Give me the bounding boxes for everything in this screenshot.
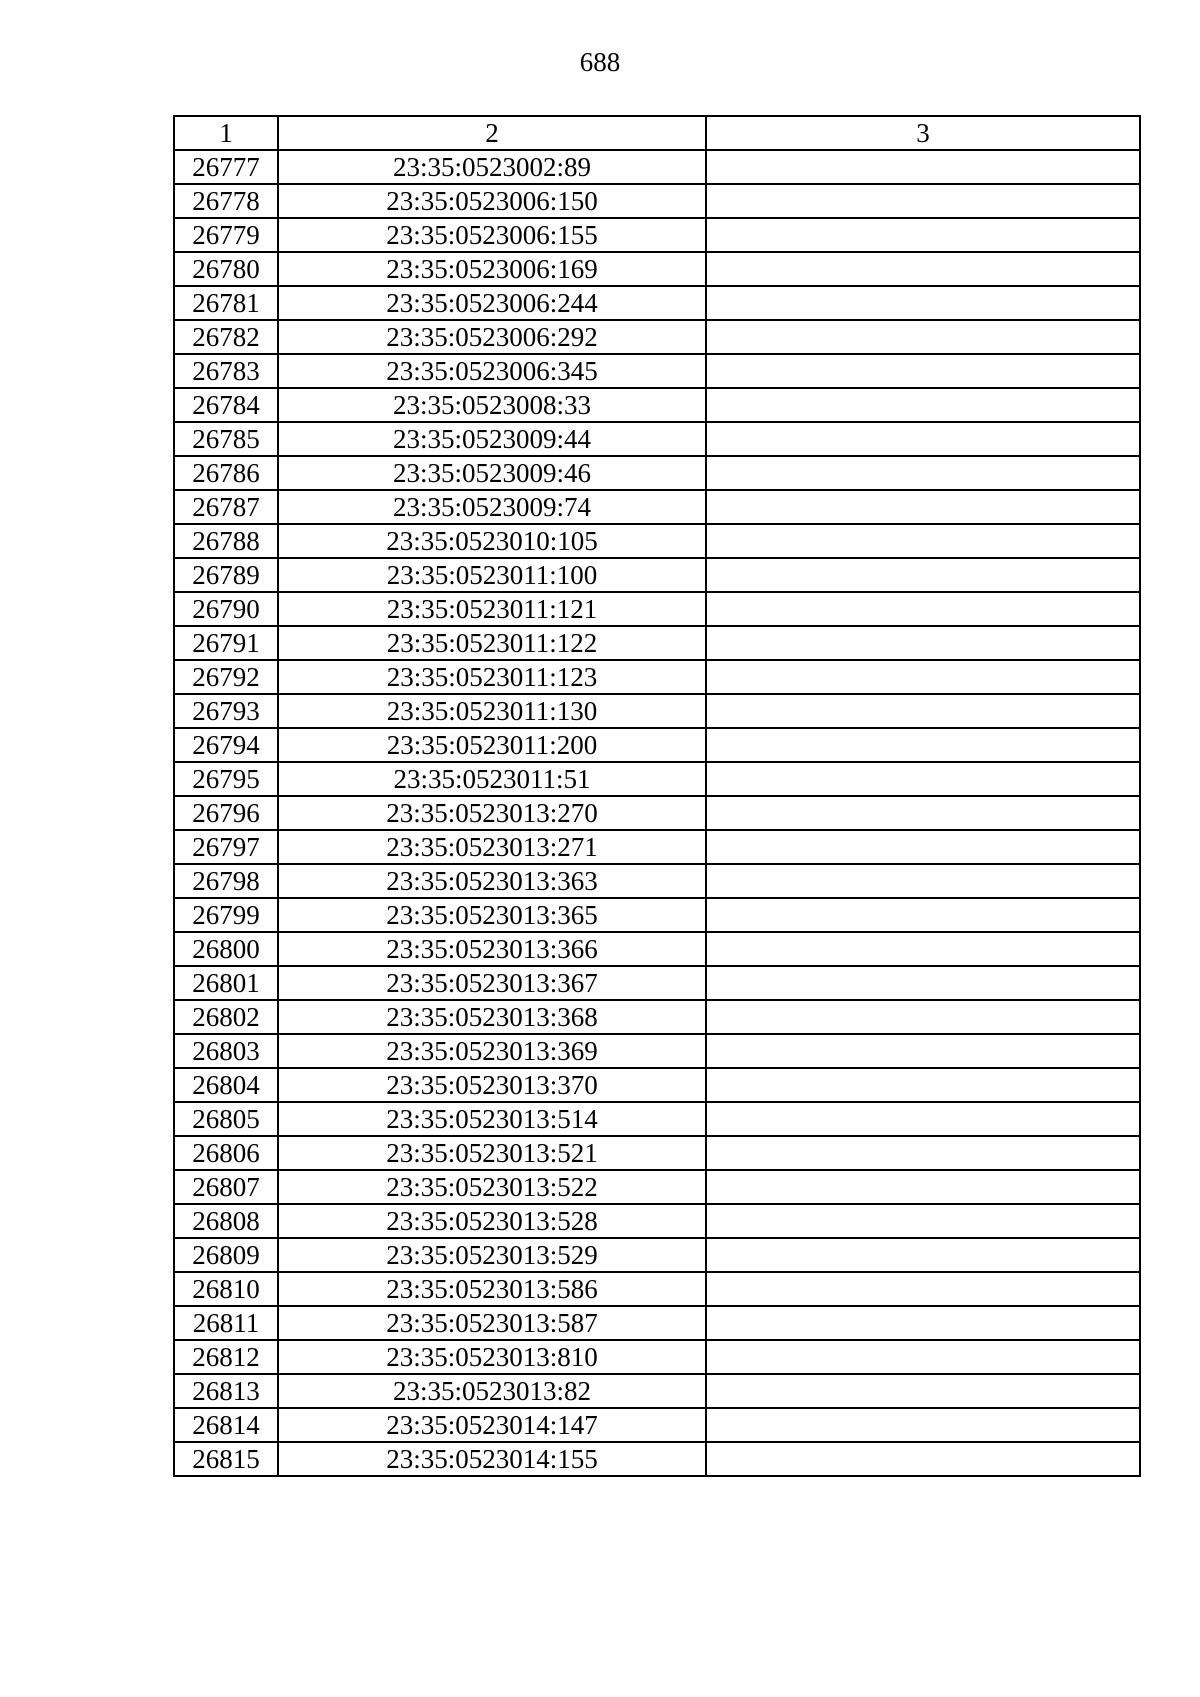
cadastral-number-cell: 23:35:0523013:271 — [278, 830, 706, 864]
table-row — [174, 252, 1140, 286]
table-row — [174, 898, 1140, 932]
cadastral-table — [173, 115, 1141, 1477]
cadastral-number-cell: 23:35:0523013:365 — [278, 898, 706, 932]
column-header-3: 3 — [706, 116, 1140, 150]
cadastral-number-cell: 23:35:0523013:529 — [278, 1238, 706, 1272]
row-number-cell: 26783 — [174, 354, 278, 388]
row-number-cell: 26808 — [174, 1204, 278, 1238]
cadastral-number-cell: 23:35:0523013:270 — [278, 796, 706, 830]
table-row — [174, 1272, 1140, 1306]
table-row — [174, 1170, 1140, 1204]
note-cell — [706, 1068, 1140, 1102]
row-number-cell: 26807 — [174, 1170, 278, 1204]
note-cell — [706, 898, 1140, 932]
table-row — [174, 1068, 1140, 1102]
note-cell — [706, 932, 1140, 966]
cadastral-number-cell: 23:35:0523013:522 — [278, 1170, 706, 1204]
table-row — [174, 558, 1140, 592]
cadastral-number-cell: 23:35:0523006:244 — [278, 286, 706, 320]
row-number-cell: 26787 — [174, 490, 278, 524]
row-number-cell: 26805 — [174, 1102, 278, 1136]
table-row — [174, 1442, 1140, 1476]
note-cell — [706, 864, 1140, 898]
note-cell — [706, 1170, 1140, 1204]
row-number-cell: 26798 — [174, 864, 278, 898]
table-row — [174, 286, 1140, 320]
row-number-cell: 26778 — [174, 184, 278, 218]
note-cell — [706, 1136, 1140, 1170]
note-cell — [706, 660, 1140, 694]
row-number-cell: 26779 — [174, 218, 278, 252]
table-row — [174, 694, 1140, 728]
row-number-cell: 26789 — [174, 558, 278, 592]
table-row — [174, 728, 1140, 762]
table-row — [174, 150, 1140, 184]
cadastral-number-cell: 23:35:0523011:51 — [278, 762, 706, 796]
table-header — [174, 116, 1140, 150]
cadastral-number-cell: 23:35:0523008:33 — [278, 388, 706, 422]
note-cell — [706, 966, 1140, 1000]
row-number-cell: 26788 — [174, 524, 278, 558]
table-body — [174, 150, 1140, 1476]
cadastral-number-cell: 23:35:0523013:370 — [278, 1068, 706, 1102]
row-number-cell: 26784 — [174, 388, 278, 422]
table-row — [174, 830, 1140, 864]
table-row — [174, 762, 1140, 796]
row-number-cell: 26801 — [174, 966, 278, 1000]
cadastral-number-cell: 23:35:0523002:89 — [278, 150, 706, 184]
cadastral-number-cell: 23:35:0523014:155 — [278, 1442, 706, 1476]
note-cell — [706, 1442, 1140, 1476]
table-row — [174, 1034, 1140, 1068]
note-cell — [706, 626, 1140, 660]
table-row — [174, 456, 1140, 490]
row-number-cell: 26806 — [174, 1136, 278, 1170]
table-row — [174, 490, 1140, 524]
row-number-cell: 26814 — [174, 1408, 278, 1442]
cadastral-number-cell: 23:35:0523010:105 — [278, 524, 706, 558]
table-row — [174, 218, 1140, 252]
cadastral-number-cell: 23:35:0523009:74 — [278, 490, 706, 524]
cadastral-number-cell: 23:35:0523013:587 — [278, 1306, 706, 1340]
row-number-cell: 26799 — [174, 898, 278, 932]
note-cell — [706, 1340, 1140, 1374]
cadastral-number-cell: 23:35:0523013:82 — [278, 1374, 706, 1408]
note-cell — [706, 1102, 1140, 1136]
note-cell — [706, 1034, 1140, 1068]
note-cell — [706, 388, 1140, 422]
row-number-cell: 26777 — [174, 150, 278, 184]
table-row — [174, 592, 1140, 626]
note-cell — [706, 184, 1140, 218]
note-cell — [706, 694, 1140, 728]
row-number-cell: 26803 — [174, 1034, 278, 1068]
cadastral-number-cell: 23:35:0523013:586 — [278, 1272, 706, 1306]
table-row — [174, 626, 1140, 660]
cadastral-number-cell: 23:35:0523006:150 — [278, 184, 706, 218]
column-header-2: 2 — [278, 116, 706, 150]
row-number-cell: 26792 — [174, 660, 278, 694]
table-row — [174, 1374, 1140, 1408]
row-number-cell: 26780 — [174, 252, 278, 286]
row-number-cell: 26797 — [174, 830, 278, 864]
cadastral-number-cell: 23:35:0523006:345 — [278, 354, 706, 388]
note-cell — [706, 1000, 1140, 1034]
row-number-cell: 26781 — [174, 286, 278, 320]
note-cell — [706, 1408, 1140, 1442]
cadastral-number-cell: 23:35:0523009:44 — [278, 422, 706, 456]
table-row — [174, 320, 1140, 354]
cadastral-number-cell: 23:35:0523013:367 — [278, 966, 706, 1000]
note-cell — [706, 320, 1140, 354]
cadastral-number-cell: 23:35:0523014:147 — [278, 1408, 706, 1442]
row-number-cell: 26786 — [174, 456, 278, 490]
cadastral-number-cell: 23:35:0523011:200 — [278, 728, 706, 762]
note-cell — [706, 490, 1140, 524]
cadastral-number-cell: 23:35:0523013:368 — [278, 1000, 706, 1034]
row-number-cell: 26809 — [174, 1238, 278, 1272]
cadastral-number-cell: 23:35:0523006:292 — [278, 320, 706, 354]
note-cell — [706, 524, 1140, 558]
table-row — [174, 1408, 1140, 1442]
table-row — [174, 524, 1140, 558]
note-cell — [706, 592, 1140, 626]
row-number-cell: 26782 — [174, 320, 278, 354]
row-number-cell: 26785 — [174, 422, 278, 456]
cadastral-number-cell: 23:35:0523013:363 — [278, 864, 706, 898]
table-row — [174, 422, 1140, 456]
row-number-cell: 26791 — [174, 626, 278, 660]
table-row — [174, 932, 1140, 966]
cadastral-number-cell: 23:35:0523006:169 — [278, 252, 706, 286]
row-number-cell: 26802 — [174, 1000, 278, 1034]
table-row — [174, 354, 1140, 388]
cadastral-number-cell: 23:35:0523013:810 — [278, 1340, 706, 1374]
row-number-cell: 26796 — [174, 796, 278, 830]
note-cell — [706, 150, 1140, 184]
table-row — [174, 184, 1140, 218]
note-cell — [706, 218, 1140, 252]
note-cell — [706, 796, 1140, 830]
row-number-cell: 26794 — [174, 728, 278, 762]
row-number-cell: 26800 — [174, 932, 278, 966]
table-row — [174, 660, 1140, 694]
table-row — [174, 1102, 1140, 1136]
note-cell — [706, 1374, 1140, 1408]
row-number-cell: 26811 — [174, 1306, 278, 1340]
cadastral-number-cell: 23:35:0523013:369 — [278, 1034, 706, 1068]
row-number-cell: 26790 — [174, 592, 278, 626]
row-number-cell: 26812 — [174, 1340, 278, 1374]
table-row — [174, 1340, 1140, 1374]
note-cell — [706, 1238, 1140, 1272]
row-number-cell: 26804 — [174, 1068, 278, 1102]
cadastral-number-cell: 23:35:0523011:123 — [278, 660, 706, 694]
cadastral-number-cell: 23:35:0523011:100 — [278, 558, 706, 592]
table-row — [174, 1204, 1140, 1238]
note-cell — [706, 728, 1140, 762]
table-row — [174, 388, 1140, 422]
note-cell — [706, 1204, 1140, 1238]
table-row — [174, 1000, 1140, 1034]
note-cell — [706, 422, 1140, 456]
cadastral-number-cell: 23:35:0523013:521 — [278, 1136, 706, 1170]
cadastral-number-cell: 23:35:0523011:121 — [278, 592, 706, 626]
cadastral-number-cell: 23:35:0523013:528 — [278, 1204, 706, 1238]
cadastral-number-cell: 23:35:0523011:122 — [278, 626, 706, 660]
table-row — [174, 1238, 1140, 1272]
cadastral-number-cell: 23:35:0523009:46 — [278, 456, 706, 490]
table-row — [174, 796, 1140, 830]
note-cell — [706, 252, 1140, 286]
row-number-cell: 26793 — [174, 694, 278, 728]
table-row — [174, 1306, 1140, 1340]
row-number-cell: 26795 — [174, 762, 278, 796]
cadastral-number-cell: 23:35:0523006:155 — [278, 218, 706, 252]
note-cell — [706, 456, 1140, 490]
cadastral-number-cell: 23:35:0523013:514 — [278, 1102, 706, 1136]
page-number: 688 — [579, 47, 621, 77]
column-header-1: 1 — [174, 116, 278, 150]
row-number-cell: 26813 — [174, 1374, 278, 1408]
cadastral-number-cell: 23:35:0523011:130 — [278, 694, 706, 728]
cadastral-number-cell: 23:35:0523013:366 — [278, 932, 706, 966]
note-cell — [706, 286, 1140, 320]
note-cell — [706, 830, 1140, 864]
table-row — [174, 864, 1140, 898]
note-cell — [706, 558, 1140, 592]
note-cell — [706, 1272, 1140, 1306]
header-row — [174, 116, 1140, 150]
row-number-cell: 26815 — [174, 1442, 278, 1476]
note-cell — [706, 762, 1140, 796]
table-row — [174, 966, 1140, 1000]
table-row — [174, 1136, 1140, 1170]
note-cell — [706, 354, 1140, 388]
row-number-cell: 26810 — [174, 1272, 278, 1306]
note-cell — [706, 1306, 1140, 1340]
